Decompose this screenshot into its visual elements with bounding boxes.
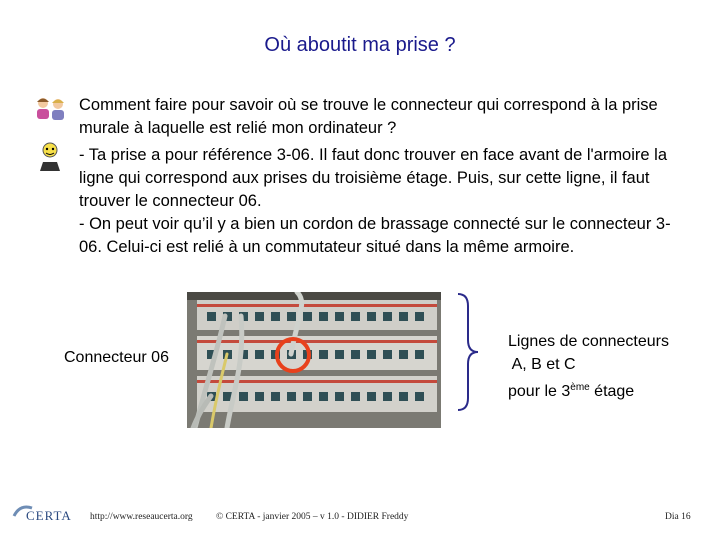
answer-paragraph-2: - On peut voir qu’il y a bien un cordon de brassage connecté sur le connecteur 3-06. Celui-ci est relié à un commutateur situé dans la même armoire. — [79, 215, 671, 256]
certa-logo — [10, 500, 76, 526]
patch-panel-photo — [187, 292, 441, 428]
answer-paragraph-1: - Ta prise a pour référence 3-06. Il faut donc trouver en face avant de l'armoire la ligne qui correspond aux prises du troisième étage. Puis, sur cette ligne, il faut trouver le connecteur 06. — [79, 146, 667, 210]
teacher-avatar-icon — [36, 140, 66, 172]
answer-block — [79, 144, 689, 259]
slide-title: Où aboutit ma prise ? — [264, 34, 456, 56]
footer-credit: © CERTA - janvier 2005 – v 1.0 - DIDIER Freddy — [216, 512, 409, 522]
connecteur-label: Connecteur 06 — [64, 349, 169, 366]
patch-panel-row-a — [197, 300, 437, 330]
patch-panel-row-b — [197, 336, 437, 370]
students-avatar-icon — [33, 96, 69, 124]
footer-slide-number: Dia 16 — [665, 512, 691, 522]
svg-text:CERTA: CERTA — [26, 508, 72, 523]
right-brace — [452, 292, 480, 412]
lignes-line-2: A, B et C — [508, 356, 576, 373]
lignes-line-3: pour le 3ème étage — [508, 382, 635, 400]
lignes-label — [508, 330, 669, 403]
footer-url[interactable]: http://www.reseaucerta.org — [90, 512, 193, 522]
question-text: Comment faire pour savoir où se trouve le connecteur qui correspond à la prise murale à laquelle est relié mon ordinateur ? — [79, 96, 658, 137]
lignes-line-1: Lignes de connecteurs — [508, 333, 669, 350]
